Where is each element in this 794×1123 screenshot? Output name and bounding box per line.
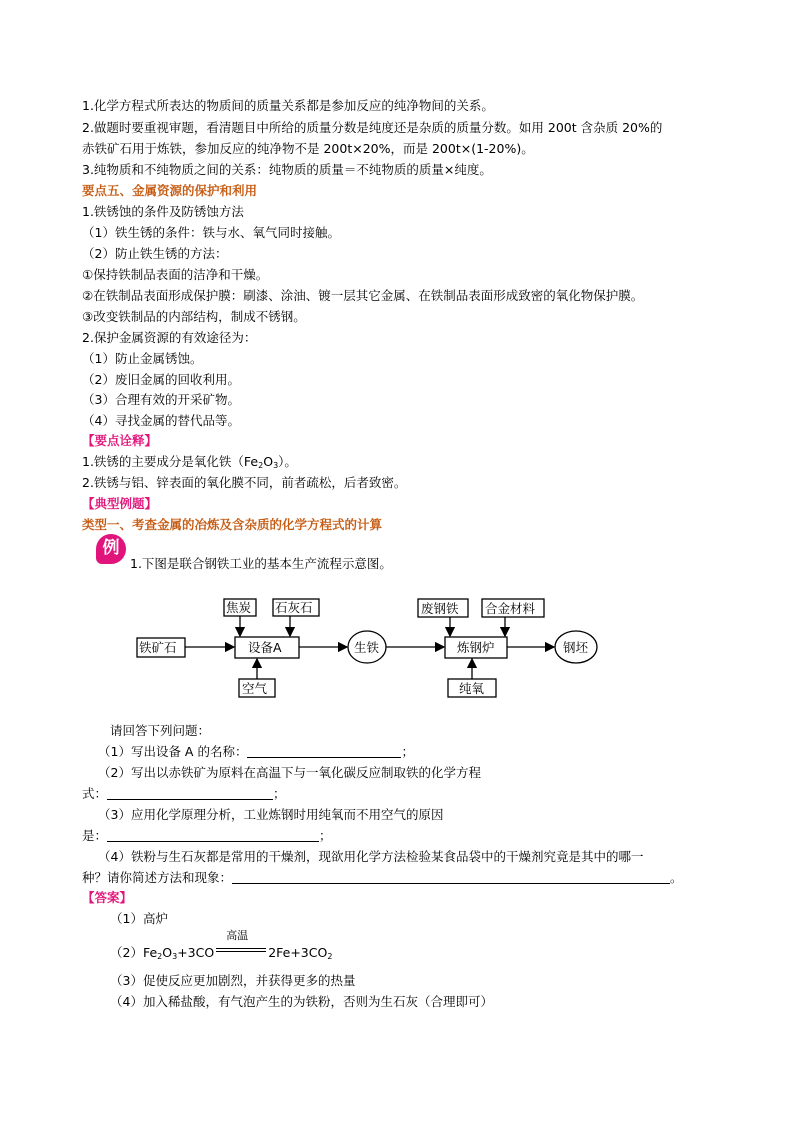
- converter-label: 炼钢炉: [457, 640, 495, 655]
- question-2-line-2: 式： ；: [82, 786, 286, 801]
- section-5-title: 要点五、金属资源的保护和利用: [82, 183, 258, 198]
- section-5-line: （3）合理有效的开采矿物。: [82, 392, 240, 407]
- note-2-line-1: 2.做题时要重视审题，看清题目中所给的质量分数是纯度还是杂质的质量分数。如用 200t 含杂质 20%的: [82, 120, 663, 135]
- note-1: 1.化学方程式所表达的物质间的质量关系都是参加反应的纯净物间的关系。: [82, 98, 494, 113]
- answer-2: $(2)Fe_2O_3+3CO$ 高温 $2Fe+3CO_2$: [110, 929, 333, 961]
- answer-3: （3）促使反应更加剧烈，并获得更多的热量: [110, 973, 356, 988]
- pure-oxygen-label: 纯氧: [459, 681, 485, 696]
- note-2-line-2: 赤铁矿石用于炼铁，参加反应的纯净物不是 200t×20%，而是 200t×(1-20%)。: [82, 141, 534, 156]
- air-label: 空气: [242, 681, 268, 696]
- answer-1: （1）高炉: [110, 911, 168, 926]
- coke-label: 焦炭: [226, 600, 252, 615]
- limestone-label: 石灰石: [275, 600, 313, 615]
- answer-blank-2[interactable]: [107, 786, 273, 800]
- answer-blank-3[interactable]: [107, 828, 319, 842]
- answer-blank-4[interactable]: [232, 870, 670, 884]
- billet-label: 钢坯: [563, 640, 589, 655]
- answer-4: （4）加入稀盐酸，有气泡产生的为铁粉，否则为生石灰（合理即可）: [110, 994, 493, 1009]
- answer-blank-1[interactable]: [247, 744, 401, 758]
- question-intro: 1.下图是联合钢铁工业的基本生产流程示意图。: [130, 556, 392, 571]
- question-3-line-1: （3）应用化学原理分析，工业炼钢时用纯氧而不用空气的原因: [98, 807, 444, 822]
- question-1: （1）写出设备 A 的名称： ；: [98, 744, 414, 759]
- question-prompt: 请回答下列问题：: [110, 723, 211, 738]
- reaction-condition: 高温: [226, 929, 249, 942]
- type-1-title: 类型一、考查金属的冶炼及含杂质的化学方程式的计算: [82, 517, 383, 532]
- steel-production-flow-diagram: [135, 596, 615, 704]
- answer-title: 【答案】: [82, 890, 133, 905]
- section-5-line: 1.铁锈蚀的条件及防锈蚀方法: [82, 204, 244, 219]
- iron-ore-label: 铁矿石: [139, 640, 177, 655]
- question-3-line-2: 是： ；: [82, 828, 332, 843]
- note-3: 3.纯物质和不纯物质之间的关系：纯物质的质量＝不纯物质的质量×纯度。: [82, 162, 492, 177]
- explanation-line-2: 2.铁锈与铝、锌表面的氧化膜不同，前者疏松，后者致密。: [82, 475, 407, 490]
- pig-iron-label: 生铁: [354, 640, 380, 655]
- typical-examples-title: 【典型例题】: [82, 496, 158, 511]
- alloy-label: 合金材料: [485, 601, 536, 616]
- section-5-line: 2.保护金属资源的有效途径为：: [82, 330, 257, 345]
- question-2-line-1: （2）写出以赤铁矿为原料在高温下与一氧化碳反应制取铁的化学方程: [98, 765, 481, 780]
- scrap-steel-label: 废钢铁: [421, 601, 459, 616]
- key-point-explanation-title: 【要点诠释】: [82, 433, 158, 448]
- section-5-line: ③改变铁制品的内部结构，制成不锈钢。: [82, 309, 306, 324]
- example-badge: 例: [96, 534, 126, 564]
- explanation-line-1: 1.铁锈的主要成分是氧化铁$(Fe_2O_3)$。: [82, 454, 297, 470]
- section-5-line: （2）防止铁生锈的方法：: [82, 246, 228, 261]
- question-4-line-2: 种？请你简述方法和现象： 。: [82, 870, 683, 885]
- section-5-line: （2）废旧金属的回收利用。: [82, 372, 240, 387]
- question-4-line-1: （4）铁粉与生石灰都是常用的干燥剂，现欲用化学方法检验某食品袋中的干燥剂究竟是其中的哪一: [98, 849, 644, 864]
- section-5-line: ②在铁制品表面形成保护膜：刷漆、涂油、镀一层其它金属、在铁制品表面形成致密的氧化物保护膜。: [82, 288, 644, 303]
- section-5-line: （1）铁生锈的条件：铁与水、氧气同时接触。: [82, 225, 340, 240]
- equipment-a-label: 设备A: [248, 640, 282, 655]
- section-5-line: ①保持铁制品表面的洁净和干燥。: [82, 267, 269, 282]
- section-5-line: （4）寻找金属的替代品等。: [82, 413, 240, 428]
- section-5-line: （1）防止金属锈蚀。: [82, 351, 203, 366]
- reaction-arrow: [216, 929, 266, 957]
